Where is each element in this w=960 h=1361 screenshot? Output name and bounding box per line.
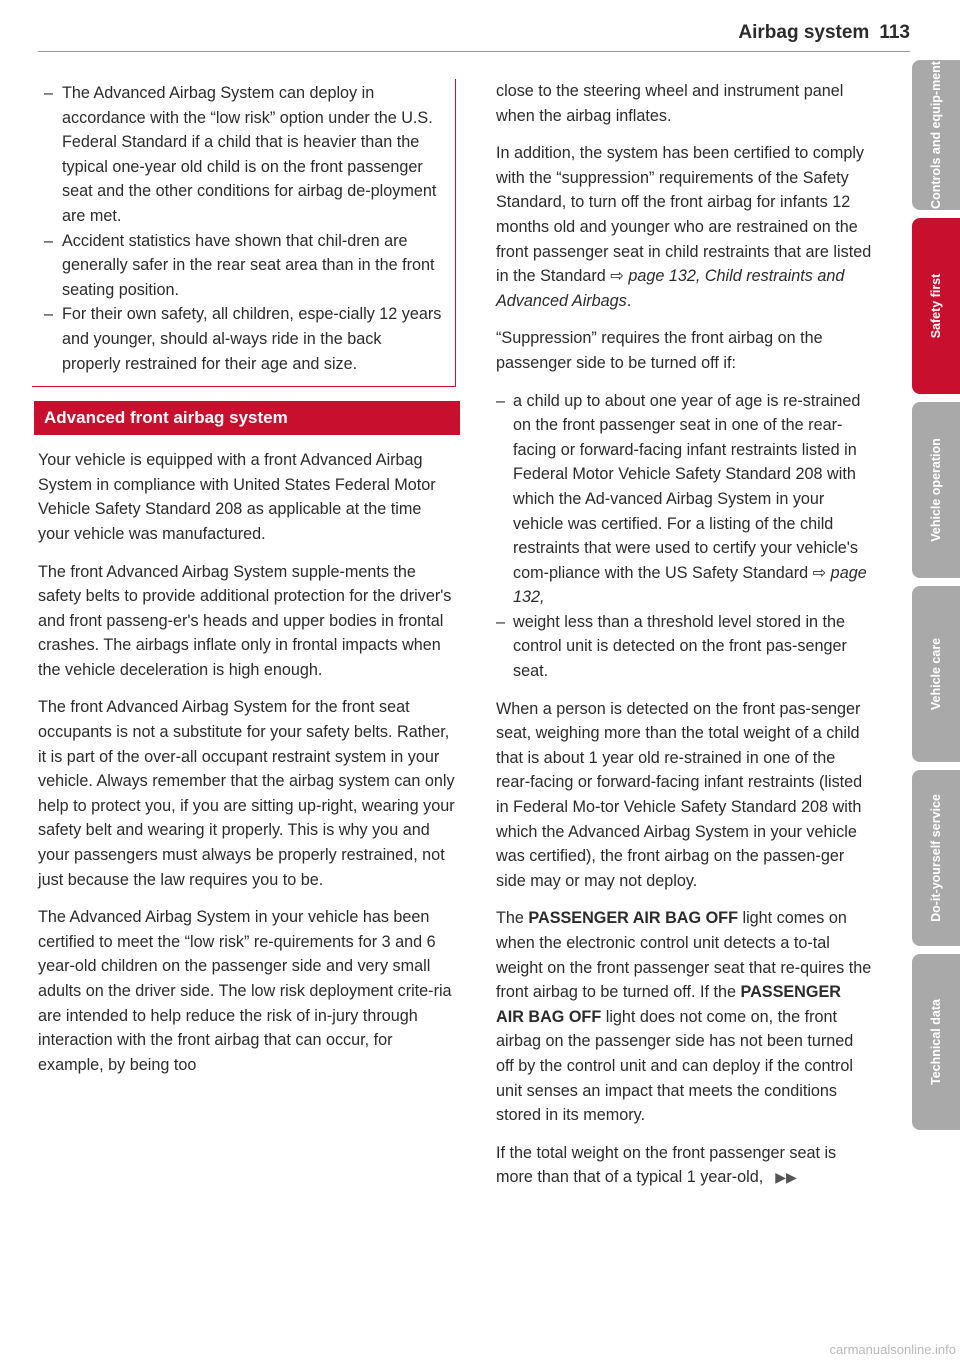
text-run: The [496, 909, 529, 928]
paragraph: close to the steering wheel and instrument panel when the airbag inflates. [496, 82, 844, 125]
continue-arrow-icon: ▶▶ [775, 1169, 797, 1186]
list-item [496, 389, 872, 610]
paragraph [496, 1141, 872, 1190]
section-title: Advanced front airbag system [34, 401, 460, 435]
indicator-name: PASSENGER AIR BAG OFF [496, 983, 841, 1026]
paragraph: The Advanced Airbag System in your vehicle has been certified to meet the “low risk” re-quirements for 3 and 6 year-old children on the passenger side and very small adults on the driver side. The low risk deployment crite-ria are intended to help reduce the risk of in-jury through interaction with the front airbag that can occur, for example, by being too [38, 908, 452, 1074]
left-column [38, 79, 456, 1090]
warning-list [44, 81, 443, 376]
header-rule [38, 51, 910, 52]
warning-box [32, 79, 456, 387]
paragraph [496, 141, 872, 313]
tab-label: Controls and equip-ment [929, 61, 943, 209]
tab-label: Vehicle operation [929, 438, 943, 542]
tab-do-it-yourself-service[interactable] [912, 770, 960, 946]
page-reference-link[interactable]: ⇨ page 132, [513, 563, 867, 607]
paragraph: The front Advanced Airbag System supple-ments the safety belts to provide additional protection for the driver's and front passeng-er's heads and upper bodies in frontal crashes. The airbags inflate only in frontal impacts when the vehicle deceleration is high enough. [38, 562, 452, 679]
warning-item: – For their own safety, all children, espe-cially 12 years and younger, should al-ways ride in the back properly restrained for their age and size. [44, 302, 443, 376]
tab-label: Do-it-yourself service [929, 794, 943, 922]
warning-item: – Accident statistics have shown that chil-dren are generally safer in the rear seat area than in the front seating position. [44, 229, 443, 303]
list-item: – weight less than a threshold level stored in the control unit is detected on the front pas-senger seat. [496, 610, 872, 684]
tab-label: Safety first [929, 273, 943, 339]
indicator-name: PASSENGER AIR BAG OFF [528, 909, 738, 928]
page-number: 113 [879, 22, 910, 43]
watermark: carmanualsonline.info [829, 1342, 956, 1357]
text-run: light comes on when the electronic control unit detects a to-tal weight on the front passenger seat that re-quires the front airbag to be turned off. If the [496, 909, 872, 1002]
paragraph-text: If the total weight on the front passenger seat is more than that of a typical 1 year-old, [496, 1143, 837, 1187]
list-item-text: a child up to about one year of age is re-strained on the front passenger seat in one of the rear-facing or forward-facing infant restraints listed in Federal Motor Vehicle Safety Standard 208 with which the Ad-vanced Airbag System in your vehicle was certified. For a listing of the child restraints that were used to certify your vehicle's com-pliance with the US Safety Standard [513, 391, 861, 582]
paragraph: Your vehicle is equipped with a front Advanced Airbag System in compliance with United States Federal Motor Vehicle Safety Standard 208 as applicable at the time your vehicle was manufactured. [38, 451, 436, 543]
paragraph: When a person is detected on the front pas-senger seat, weighing more than the total weight of a child that is about 1 year old re-strained in one of the rear-facing or forward-facing infant restraints (listed in Federal Mo-tor Vehicle Safety Standard 208 with which the Advanced Airbag System in your vehicle was certified), the front airbag on the passen-ger side may or may not deploy. [496, 699, 863, 890]
tab-label: Vehicle care [929, 637, 943, 711]
paragraph: “Suppression” requires the front airbag on the passenger side to be turned off if: [496, 329, 823, 372]
tab-vehicle-operation[interactable] [912, 402, 960, 578]
paragraph: The front Advanced Airbag System for the front seat occupants is not a substitute for your safety belts. Rather, it is part of the over-all occupant restraint system in your vehicle. Always remember that the airbag system can only help to protect you, if you are sitting up-right, wearing your safety belt and wearing it properly. This is why you and your passengers must always be properly restrained, not just because the law requires you to be. [38, 698, 455, 889]
paragraph-end: . [626, 291, 632, 310]
paragraph [496, 906, 872, 1127]
tab-label: Technical data [929, 999, 943, 1085]
right-column [496, 79, 872, 1203]
tab-safety-first[interactable] [912, 218, 960, 394]
chapter-tabs [912, 60, 960, 1138]
warning-item: – The Advanced Airbag System can deploy in accordance with the “low risk” option under the U.S. Federal Standard if a child that is heavier than the typical one-year old child is on the front passenger seat and the other conditions for airbag de-ployment are met. [44, 81, 443, 229]
page-reference-link[interactable]: ⇨ page 132, Child restraints and Advanced Airbags [496, 267, 845, 310]
tab-controls-and-equipment[interactable] [912, 60, 960, 210]
tab-technical-data[interactable] [912, 954, 960, 1130]
tab-vehicle-care[interactable] [912, 586, 960, 762]
running-head [738, 22, 910, 44]
section-name: Airbag system [738, 22, 870, 43]
suppression-list [496, 389, 872, 684]
text-run: light does not come on, the front airbag on the passenger side has not been turned off by the control unit and can deploy if the control unit senses an impact that meets the conditions stored in its memory. [496, 1007, 854, 1125]
paragraph-text: In addition, the system has been certified to comply with the “suppression” requirements of the Safety Standard, to turn off the front airbag for infants 12 months old and younger who are restrained on the front passenger seat in child restraints that are listed in the Standard [496, 144, 872, 286]
